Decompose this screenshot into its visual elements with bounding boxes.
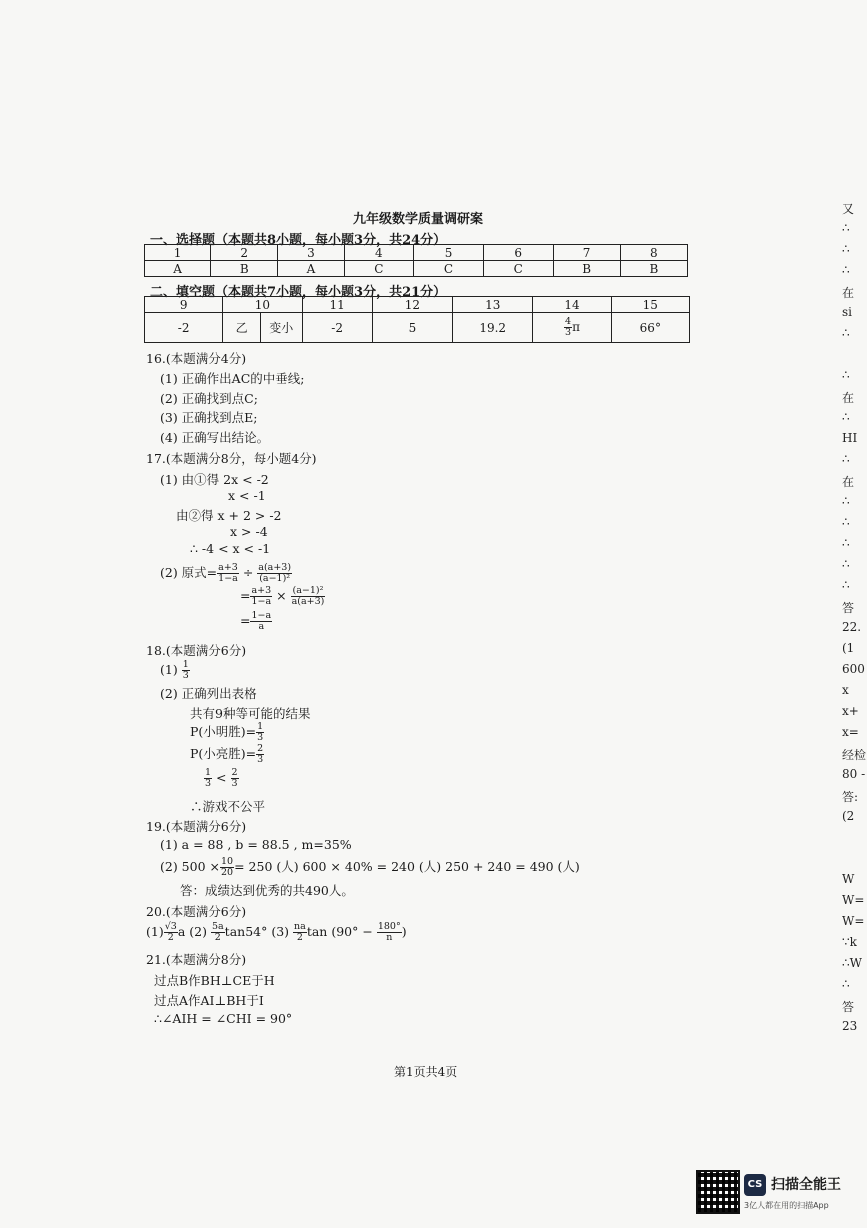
q21-line: 过点B作BH⊥CE于H: [154, 973, 275, 988]
edge-fragment: [842, 347, 867, 368]
edge-fragment: 在: [842, 286, 855, 300]
q17-line: (1) 由①得 2x < -2: [160, 472, 269, 487]
fraction: $\frac{10}{20}$: [221, 856, 234, 878]
edge-fragment: W=: [842, 893, 865, 907]
q18-conclusion: ∴游戏不公平: [190, 799, 266, 814]
edge-fragment: ∴: [842, 578, 850, 592]
q17-result: [240, 611, 272, 632]
q18-prob-liang: P(小亮胜)= $\frac{2}{3}$: [190, 743, 264, 765]
fraction: $\frac{a+3}{1-a}$: [218, 562, 238, 584]
q17-line: x < -1: [228, 488, 266, 503]
edge-fragment: 经检: [842, 748, 867, 762]
fraction: $\frac{√3}{2}$: [164, 921, 177, 943]
edge-fragment: ∴: [842, 977, 850, 991]
q16-line: (3) 正确找到点E;: [160, 410, 258, 425]
edge-fragment: ∴: [842, 368, 850, 382]
fraction: $\frac{2}{3}$: [231, 767, 238, 789]
q18-line: 共有9种等可能的结果: [190, 706, 311, 721]
fraction: $\frac{a(a+3)}{\text{(a−1)²}}$: [258, 562, 292, 584]
q17-line: 由②得 x + 2 > -2: [176, 508, 282, 523]
answer-cell: A: [278, 261, 344, 277]
fraction: $\frac{5a}{2}$: [211, 921, 224, 943]
edge-fragment: x+: [842, 704, 859, 718]
answer-cell: B: [620, 261, 687, 277]
q21-line: ∴∠AIH = ∠CHI = 90°: [154, 1011, 293, 1026]
brand-tagline: 3亿人都在用的扫描App: [744, 1201, 829, 1210]
q17-line: x > -4: [230, 524, 268, 539]
q18-line: (2) 正确列出表格: [160, 686, 257, 701]
q16-line: (1) 正确作出AC的中垂线;: [160, 371, 305, 386]
page-title: 九年级数学质量调研案: [353, 212, 484, 227]
edge-fragment: W: [842, 872, 855, 886]
fraction: $\frac{na}{2}$: [294, 921, 306, 943]
edge-fragment: ∴: [842, 326, 850, 340]
q19-heading: 19.(本题满分6分): [146, 819, 247, 834]
edge-fragment: ∴: [842, 242, 850, 256]
question-number: 8: [620, 245, 687, 261]
q16-line: (4) 正确写出结论。: [160, 430, 270, 445]
edge-fragment: x=: [842, 725, 859, 739]
question-number: 14: [533, 297, 611, 313]
q19-line2: (2) 500 × $\frac{10}{20}$ = 250 (人) 600 × 40% = 240 (人) 250 + 240 = 490 (人): [160, 856, 580, 878]
choice-answer-table: [144, 244, 688, 277]
q21-heading: 21.(本题满分8分): [146, 952, 247, 967]
edge-fragment: [842, 830, 867, 851]
answer-cell: A: [145, 261, 211, 277]
q17-step: [240, 586, 325, 607]
edge-fragment: ∴: [842, 536, 850, 550]
question-number: 12: [372, 297, 452, 313]
fill-answer-table: [144, 296, 690, 343]
question-number: 5: [414, 245, 484, 261]
question-number: 2: [211, 245, 278, 261]
edge-fragment: HI: [842, 431, 858, 445]
operator: =: [240, 588, 251, 603]
answer-cell: B: [211, 261, 278, 277]
edge-fragment: 在: [842, 475, 855, 489]
table-row: [145, 297, 690, 313]
brand-name: 扫描全能王: [771, 1177, 841, 1193]
q19-answer: 答：成绩达到优秀的共490人。: [180, 883, 354, 898]
fraction: $\frac{a+3}{1-a}$: [251, 585, 272, 607]
edge-fragment: 22.: [842, 620, 862, 634]
edge-fragment: ∴: [842, 452, 850, 466]
edge-fragment: si: [842, 305, 852, 319]
edge-fragment: [842, 851, 867, 872]
table-row: [145, 245, 688, 261]
edge-fragment: ∴: [842, 557, 850, 571]
fraction: $\frac{\text{(a−1)²}}{a(a+3)}$: [291, 585, 325, 607]
q21-line: 过点A作AI⊥BH于I: [154, 993, 264, 1008]
page-footer: 第1页共4页: [394, 1065, 458, 1079]
answer-cell: 乙: [223, 313, 261, 343]
q19-line: (1) a = 88 , b = 88.5 , m=35%: [160, 837, 352, 852]
q16-line: (2) 正确找到点C;: [160, 391, 258, 406]
edge-fragment: ∴: [842, 410, 850, 424]
table-row: [145, 313, 690, 343]
edge-fragment: 答: [842, 1000, 855, 1014]
q17-part2: [160, 563, 292, 584]
section1-heading: 一、选择题（本题共8小题，每小题3分，共24分）: [150, 233, 447, 248]
label: (2) 原式=: [160, 565, 218, 580]
question-number: 13: [453, 297, 533, 313]
edge-fragment: W=: [842, 914, 865, 928]
edge-fragment: 600: [842, 662, 865, 676]
edge-fragment: ∵k: [842, 935, 857, 949]
question-number: 11: [302, 297, 372, 313]
edge-fragment: ∴: [842, 221, 850, 235]
q18-prob-ming: P(小明胜)= $\frac{1}{3}$: [190, 721, 264, 743]
edge-fragment: x: [842, 683, 849, 697]
q17-heading: 17.(本题满分8分，每小题4分): [146, 451, 317, 466]
section2-heading: 二、填空题（本题共7小题，每小题3分，共21分）: [150, 285, 447, 300]
answer-cell: C: [344, 261, 414, 277]
answer-cell: -2: [145, 313, 223, 343]
answer-cell: $\frac{4}{3}$ π: [533, 313, 611, 343]
question-number: 10: [223, 297, 302, 313]
edge-fragment: (1: [842, 641, 855, 655]
question-number: 3: [278, 245, 344, 261]
q20-answers: (1) $\frac{√3}{2}$ a (2) $\frac{5a}{2}$ tan54° (3) $\frac{na}{2}$ tan (90° − $\frac{180^\circ}{n}$ ): [146, 921, 407, 943]
qr-code-icon: [696, 1170, 740, 1214]
answer-cell: 5: [372, 313, 452, 343]
fraction: $\frac{1}{3}$: [182, 659, 189, 681]
edge-fragment: 答:: [842, 790, 859, 804]
answer-cell: 66°: [611, 313, 689, 343]
operator: ×: [276, 588, 287, 603]
answer-cell: 19.2: [453, 313, 533, 343]
edge-fragment: 在: [842, 391, 855, 405]
operator: ÷: [242, 565, 254, 580]
question-number: 6: [483, 245, 553, 261]
edge-fragment: ∴: [842, 515, 850, 529]
question-number: 4: [344, 245, 414, 261]
fraction: $\frac{2}{3}$: [257, 743, 264, 765]
fraction: $\frac{1-a}{a}$: [251, 610, 272, 632]
fraction: $\frac{1}{3}$: [205, 767, 212, 789]
q16-heading: 16.(本题满分4分): [146, 351, 247, 366]
answer-cell: -2: [302, 313, 372, 343]
camscanner-logo: CS: [744, 1174, 766, 1196]
q20-heading: 20.(本题满分6分): [146, 904, 247, 919]
edge-fragment: ∴W: [842, 956, 862, 970]
q18-compare: $\frac{1}{3}$ < $\frac{2}{3}$: [205, 767, 238, 789]
edge-fragment: 80 -: [842, 767, 866, 781]
edge-fragment: 又: [842, 202, 855, 216]
answer-cell: C: [414, 261, 484, 277]
q18-part1: (1) $\frac{1}{3}$: [160, 659, 189, 681]
answer-cell: C: [483, 261, 553, 277]
edge-fragment: (2: [842, 809, 855, 823]
fraction: $\frac{1}{3}$: [257, 721, 264, 743]
fraction: $\frac{4}{3}$: [565, 316, 572, 338]
edge-fragment: 23: [842, 1019, 858, 1033]
q18-heading: 18.(本题满分6分): [146, 643, 247, 658]
edge-fragment: 答: [842, 601, 855, 615]
edge-fragment: ∴: [842, 263, 850, 277]
table-row: [145, 261, 688, 277]
adjacent-page-edge: [842, 200, 867, 1033]
edge-fragment: ∴: [842, 494, 850, 508]
q17-line: ∴ -4 < x < -1: [190, 541, 271, 556]
question-number: 7: [553, 245, 620, 261]
fraction: $\frac{180^\circ}{n}$: [377, 921, 401, 943]
answer-cell: B: [553, 261, 620, 277]
question-number: 15: [611, 297, 689, 313]
question-number: 1: [145, 245, 211, 261]
operator: =: [240, 613, 251, 628]
question-number: 9: [145, 297, 223, 313]
answer-cell: 变小: [260, 313, 302, 343]
